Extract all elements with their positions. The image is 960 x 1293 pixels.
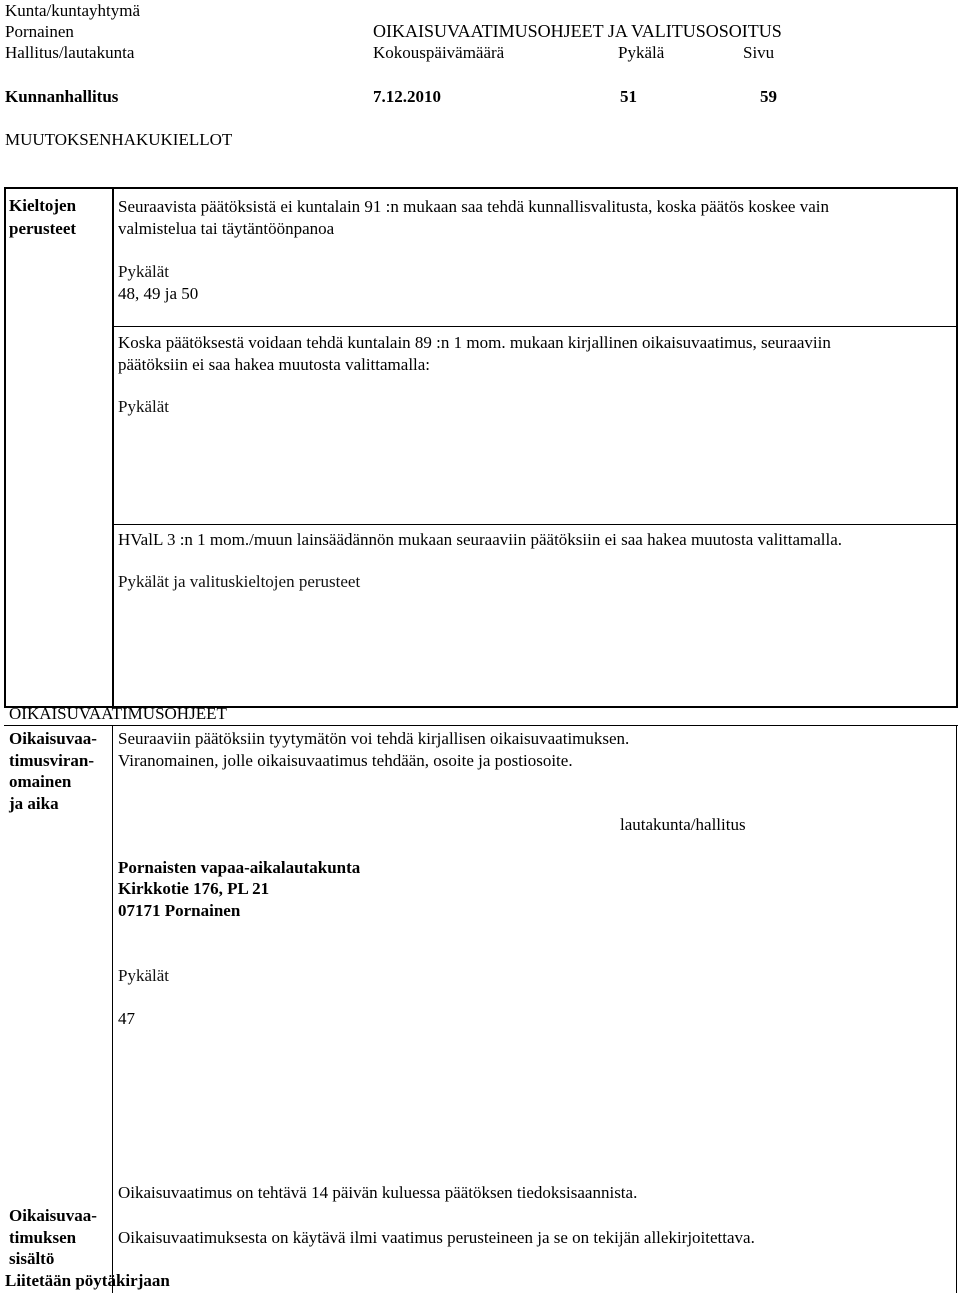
sections-label-1: Pykälät (118, 262, 169, 281)
box-column-divider (112, 187, 114, 708)
body-label: Hallitus/lautakunta (5, 43, 135, 62)
body-type: lautakunta/hallitus (620, 815, 746, 834)
org-name: Pornainen (5, 22, 74, 41)
restriction-side-label-2: perusteet (9, 219, 77, 238)
sections-label-2: Pykälät (118, 397, 169, 416)
restriction-intro-line-1: Seuraavista päätöksistä ei kuntalain 91 :n mukaan saa tehdä kunnallisvalitusta, koska päätös koskee vain (118, 197, 829, 216)
instructions-top-border (4, 725, 958, 726)
authority-label-2: timusviran- (9, 751, 94, 770)
date-label: Kokouspäivämäärä (373, 43, 505, 62)
content-label-2: timuksen (9, 1228, 77, 1247)
instruction-sections-value: 47 (118, 1009, 135, 1028)
restriction-second-line-1: Koska päätöksestä voidaan tehdä kuntalain 89 :n 1 mom. mukaan kirjallinen oikaisuvaatimus, seuraaviin (118, 333, 831, 352)
authority-label-1: Oikaisuvaa- (9, 729, 97, 748)
address-street: Kirkkotie 176, PL 21 (118, 879, 270, 898)
box-left-border (4, 187, 6, 708)
instruction-text-line-2: Viranomainen, jolle oikaisuvaatimus tehdään, osoite ja postiosoite. (118, 751, 573, 770)
instructions-right-border (956, 725, 957, 1293)
box-top-border (4, 187, 958, 189)
deadline-text: Oikaisuvaatimus on tehtävä 14 päivän kuluessa päätöksen tiedoksisaannista. (118, 1183, 638, 1202)
instructions-column-divider (112, 725, 113, 1293)
restriction-third-line: HValL 3 :n 1 mom./muun lainsäädännön mukaan seuraaviin päätöksiin ei saa hakea muutosta valittamalla. (118, 530, 843, 549)
body-value: Kunnanhallitus (5, 87, 119, 106)
address-name: Pornaisten vapaa-aikalautakunta (118, 858, 361, 877)
authority-label-4: ja aika (9, 794, 59, 813)
box-row-divider-2 (112, 524, 958, 525)
restriction-intro-line-2: valmistelua tai täytäntöönpanoa (118, 219, 335, 238)
authority-label-3: omainen (9, 772, 72, 791)
date-value: 7.12.2010 (373, 87, 441, 106)
instruction-sections-label: Pykälät (118, 966, 169, 985)
content-label-3: sisältö (9, 1249, 55, 1268)
content-text: Oikaisuvaatimuksesta on käytävä ilmi vaatimus perusteineen ja se on tekijän allekirjoitettava. (118, 1228, 755, 1247)
content-label-1: Oikaisuvaa- (9, 1206, 97, 1225)
box-right-border (956, 187, 958, 708)
page-label: Sivu (743, 43, 775, 62)
section-value: 51 (620, 87, 637, 106)
page-value: 59 (760, 87, 777, 106)
document-title: OIKAISUVAATIMUSOHJEET JA VALITUSOSOITUS (373, 21, 782, 41)
footer-note: Liitetään pöytäkirjaan (5, 1271, 170, 1290)
restriction-second-line-2: päätöksiin ei saa hakea muutosta valittamalla: (118, 355, 431, 374)
sections-value-1: 48, 49 ja 50 (118, 284, 199, 303)
org-type-label: Kunta/kuntayhtymä (5, 1, 141, 20)
restrictions-heading: MUUTOKSENHAKUKIELLOT (5, 130, 233, 149)
sections-label-3: Pykälät ja valituskieltojen perusteet (118, 572, 361, 591)
restriction-side-label-1: Kieltojen (9, 196, 77, 215)
box-row-divider-1 (112, 326, 958, 327)
address-postal: 07171 Pornainen (118, 901, 241, 920)
section-label: Pykälä (618, 43, 665, 62)
instruction-text-line-1: Seuraaviin päätöksiin tyytymätön voi tehdä kirjallisen oikaisuvaatimuksen. (118, 729, 630, 748)
instructions-heading: OIKAISUVAATIMUSOHJEET (9, 704, 227, 723)
